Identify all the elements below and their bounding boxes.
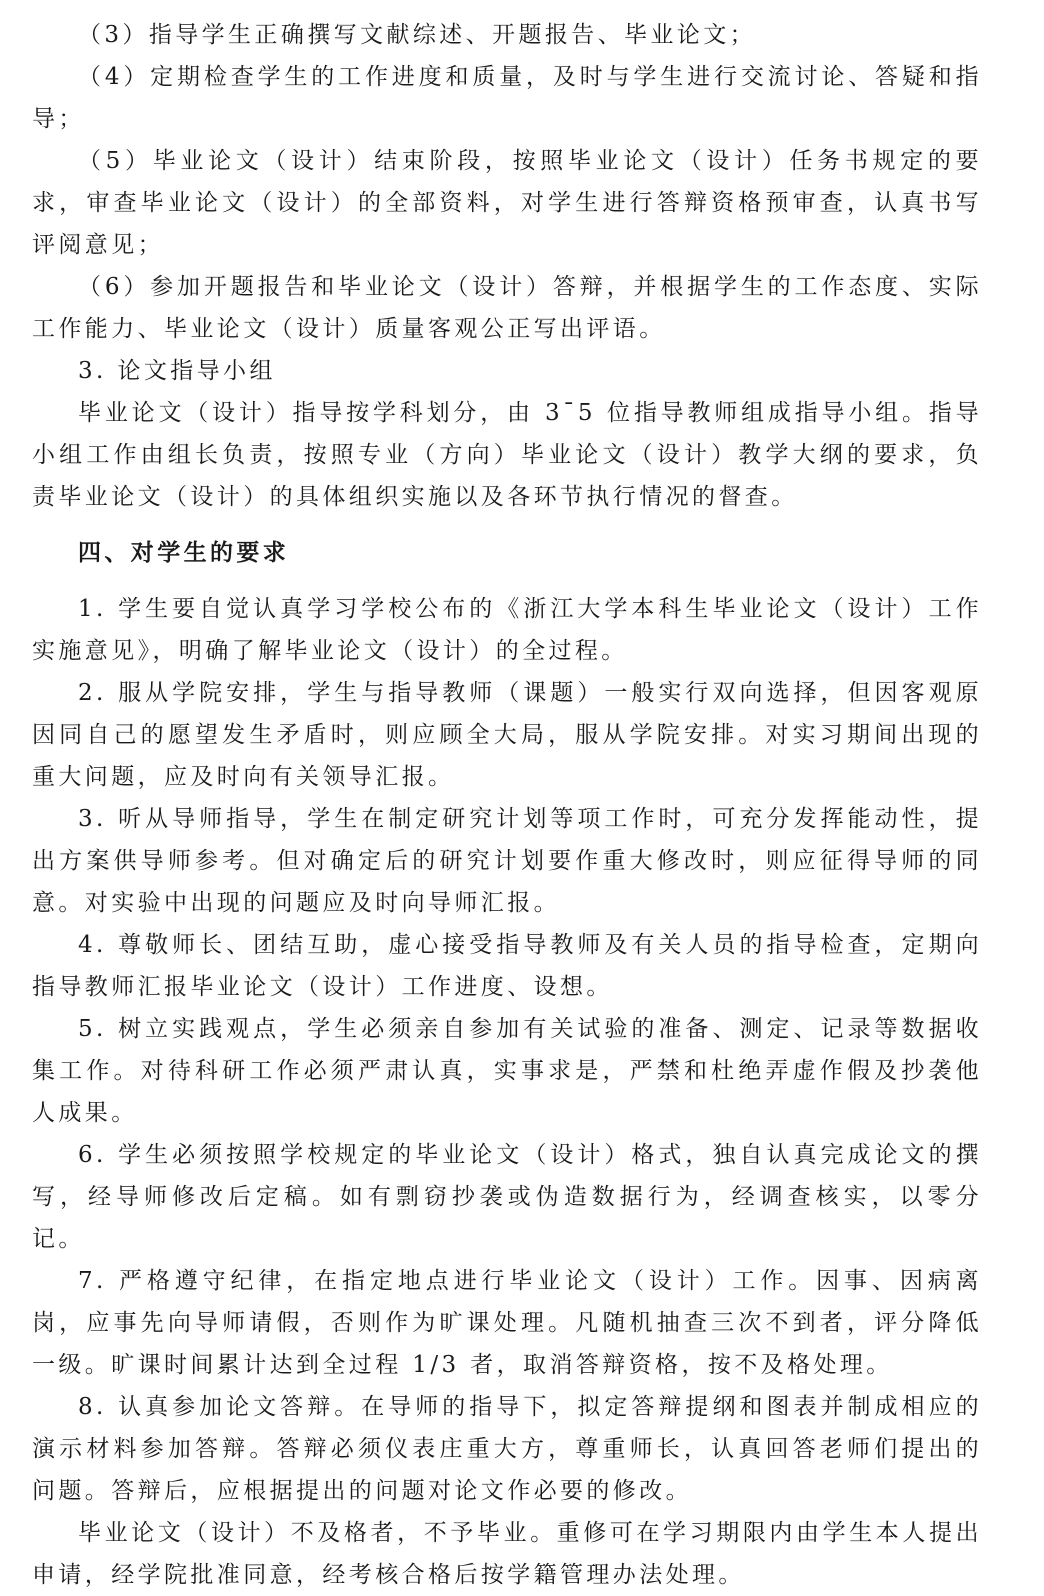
advisor-duty-5: （5）毕业论文（设计）结束阶段，按照毕业论文（设计）任务书规定的要求，审查毕业论文（设计）的全部资料，对学生进行答辩资格预审查，认真书写评阅意见； (32, 148, 982, 258)
failing-thesis-paragraph: 毕业论文（设计）不及格者，不予毕业。重修可在学习期限内由学生本人提出申请，经学院批准同意，经考核合格后按学籍管理办法处理。 (32, 1520, 982, 1588)
student-requirement-4: 4. 尊敬师长、团结互助，虚心接受指导教师及有关人员的指导检查，定期向指导教师汇报毕业论文（设计）工作进度、设想。 (32, 932, 982, 1000)
student-requirement-8: 8. 认真参加论文答辩。在导师的指导下，拟定答辩提纲和图表并制成相应的演示材料参加答辩。答辩必须仪表庄重大方，尊重师长，认真回答老师们提出的问题。答辩后，应根据提出的问题对论文作必要的修改。 (32, 1394, 982, 1504)
section-heading-student-requirements: 四、对学生的要求 (78, 540, 290, 566)
document-body (32, 14, 982, 1596)
student-requirement-6: 6. 学生必须按照学校规定的毕业论文（设计）格式，独自认真完成论文的撰写，经导师修改后定稿。如有剽窃抄袭或伪造数据行为，经调查核实，以零分记。 (32, 1142, 982, 1252)
student-requirement-7: 7. 严格遵守纪律，在指定地点进行毕业论文（设计）工作。因事、因病离岗，应事先向导师请假，否则作为旷课处理。凡随机抽查三次不到者，评分降低一级。旷课时间累计达到全过程 1/3 者，取消答辩资格，按不及格处理。 (32, 1268, 982, 1378)
advisor-duty-6: （6）参加开题报告和毕业论文（设计）答辩，并根据学生的工作态度、实际工作能力、毕业论文（设计）质量客观公正写出评语。 (32, 274, 982, 342)
student-requirement-2: 2. 服从学院安排，学生与指导教师（课题）一般实行双向选择，但因客观原因同自己的愿望发生矛盾时，则应顾全大局，服从学院安排。对实习期间出现的重大问题，应及时向有关领导汇报。 (32, 680, 982, 790)
advisor-duty-4: （4）定期检查学生的工作进度和质量，及时与学生进行交流讨论、答疑和指导； (32, 64, 982, 132)
student-requirement-3: 3. 听从导师指导，学生在制定研究计划等项工作时，可充分发挥能动性，提出方案供导师参考。但对确定后的研究计划要作重大修改时，则应征得导师的同意。对实验中出现的问题应及时向导师汇报。 (32, 806, 982, 916)
student-requirement-1: 1. 学生要自觉认真学习学校公布的《浙江大学本科生毕业论文（设计）工作实施意见》，明确了解毕业论文（设计）的全过程。 (32, 596, 982, 664)
guidance-group-paragraph: 毕业论文（设计）指导按学科划分，由 3¯5 位指导教师组成指导小组。指导小组工作由组长负责，按照专业（方向）毕业论文（设计）教学大纲的要求，负责毕业论文（设计）的具体组织实施以及各环节执行情况的督查。 (32, 400, 982, 510)
advisor-duty-3: （3）指导学生正确撰写文献综述、开题报告、毕业论文； (78, 22, 757, 48)
student-requirement-5: 5. 树立实践观点，学生必须亲自参加有关试验的准备、测定、记录等数据收集工作。对待科研工作必须严肃认真，实事求是，严禁和杜绝弄虚作假及抄袭他人成果。 (32, 1016, 982, 1126)
subsection-heading-guidance-group: 3. 论文指导小组 (78, 358, 276, 384)
